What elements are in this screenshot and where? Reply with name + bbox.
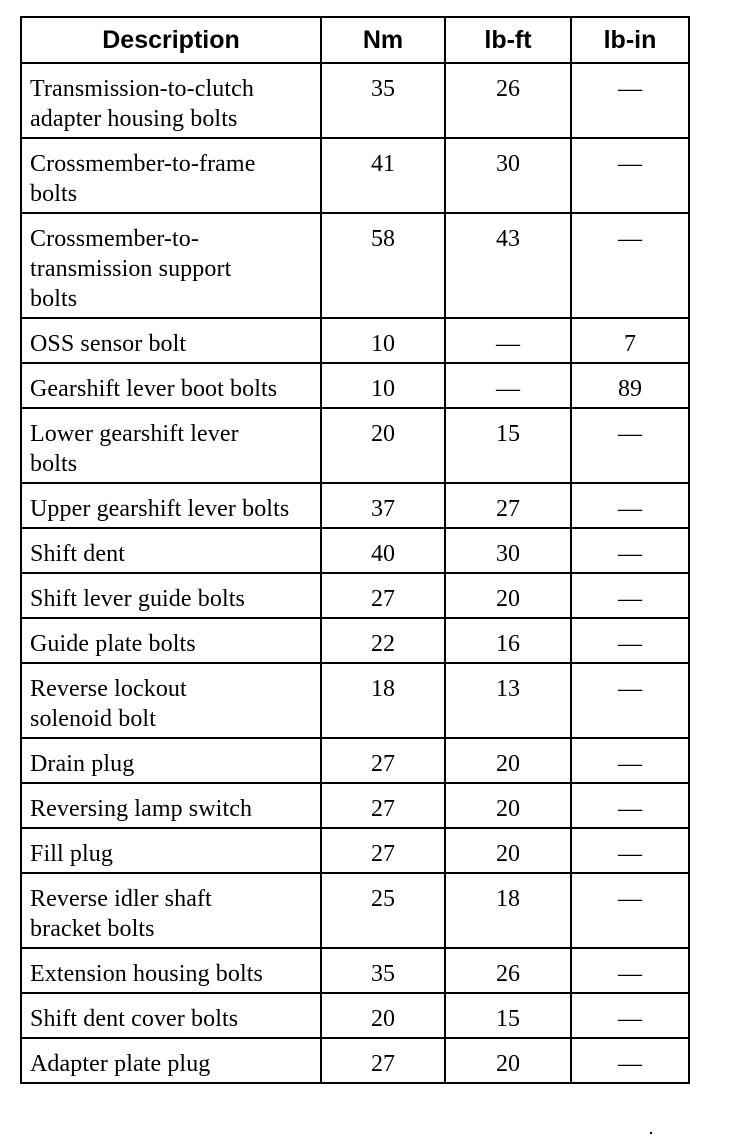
cell-lbft: 20 — [445, 573, 571, 618]
header-row — [21, 17, 689, 63]
table-row — [21, 63, 689, 138]
cell-nm: 20 — [321, 993, 445, 1038]
cell-description: Shift lever guide bolts — [21, 573, 321, 618]
table-row — [21, 873, 689, 948]
cell-lbin: — — [571, 1038, 689, 1083]
cell-description: Fill plug — [21, 828, 321, 873]
header-nm: Nm — [321, 17, 445, 63]
cell-lbin: — — [571, 528, 689, 573]
cell-lbin: — — [571, 63, 689, 138]
cell-nm: 25 — [321, 873, 445, 948]
table-row — [21, 573, 689, 618]
cell-lbin: — — [571, 828, 689, 873]
table-row — [21, 138, 689, 213]
cell-lbin: — — [571, 663, 689, 738]
cell-lbin: — — [571, 738, 689, 783]
cell-nm: 58 — [321, 213, 445, 318]
cell-description: Adapter plate plug — [21, 1038, 321, 1083]
table-row — [21, 318, 689, 363]
cell-description: Reversing lamp switch — [21, 783, 321, 828]
cell-lbft: 20 — [445, 783, 571, 828]
cell-nm: 10 — [321, 363, 445, 408]
cell-nm: 27 — [321, 1038, 445, 1083]
cell-lbin: — — [571, 573, 689, 618]
cell-lbft: 20 — [445, 828, 571, 873]
cell-lbft: 30 — [445, 138, 571, 213]
cell-nm: 27 — [321, 783, 445, 828]
cell-description: Upper gearshift lever bolts — [21, 483, 321, 528]
cell-description: Lower gearshift lever bolts — [21, 408, 321, 483]
table-row — [21, 213, 689, 318]
cell-nm: 35 — [321, 63, 445, 138]
table-row — [21, 408, 689, 483]
header-lbin: lb-in — [571, 17, 689, 63]
cell-description: Extension housing bolts — [21, 948, 321, 993]
cell-description: Guide plate bolts — [21, 618, 321, 663]
cell-description: OSS sensor bolt — [21, 318, 321, 363]
table-header — [21, 17, 689, 63]
cell-lbft: 15 — [445, 408, 571, 483]
cell-description: Drain plug — [21, 738, 321, 783]
cell-lbft: 16 — [445, 618, 571, 663]
cell-nm: 10 — [321, 318, 445, 363]
cell-lbft: 13 — [445, 663, 571, 738]
cell-description: Reverse lockout solenoid bolt — [21, 663, 321, 738]
table-row — [21, 738, 689, 783]
cell-description: Shift dent cover bolts — [21, 993, 321, 1038]
cell-lbin: — — [571, 483, 689, 528]
cell-lbin: — — [571, 138, 689, 213]
cell-lbin: — — [571, 213, 689, 318]
cell-lbft: — — [445, 318, 571, 363]
table-row — [21, 783, 689, 828]
torque-spec-table — [20, 16, 690, 1084]
table-row — [21, 948, 689, 993]
cell-nm: 18 — [321, 663, 445, 738]
cell-lbft: 15 — [445, 993, 571, 1038]
cell-nm: 37 — [321, 483, 445, 528]
table-row — [21, 363, 689, 408]
cell-lbft: — — [445, 363, 571, 408]
cell-lbin: — — [571, 948, 689, 993]
cell-description: Crossmember-to-transmission support bolts — [21, 213, 321, 318]
cell-nm: 27 — [321, 828, 445, 873]
cell-nm: 27 — [321, 738, 445, 783]
table-row — [21, 1038, 689, 1083]
cell-description: Crossmember-to-frame bolts — [21, 138, 321, 213]
header-description: Description — [21, 17, 321, 63]
cell-nm: 35 — [321, 948, 445, 993]
cell-lbft: 27 — [445, 483, 571, 528]
header-lbft: lb-ft — [445, 17, 571, 63]
cell-lbin: — — [571, 783, 689, 828]
table-row — [21, 828, 689, 873]
cell-lbft: 26 — [445, 948, 571, 993]
cell-nm: 41 — [321, 138, 445, 213]
cell-lbin: — — [571, 408, 689, 483]
table-row — [21, 663, 689, 738]
cell-nm: 22 — [321, 618, 445, 663]
cell-lbft: 30 — [445, 528, 571, 573]
cell-lbin: — — [571, 993, 689, 1038]
cell-lbft: 20 — [445, 1038, 571, 1083]
cell-lbft: 26 — [445, 63, 571, 138]
cell-nm: 27 — [321, 573, 445, 618]
cell-description: Transmission-to-clutch adapter housing bolts — [21, 63, 321, 138]
cell-lbin: 7 — [571, 318, 689, 363]
cell-description: Shift dent — [21, 528, 321, 573]
cell-lbft: 20 — [445, 738, 571, 783]
cell-description: Gearshift lever boot bolts — [21, 363, 321, 408]
cell-description: Reverse idler shaft bracket bolts — [21, 873, 321, 948]
table-body — [21, 63, 689, 1083]
cell-lbft: 43 — [445, 213, 571, 318]
table-row — [21, 618, 689, 663]
cell-nm: 20 — [321, 408, 445, 483]
cell-lbin: — — [571, 873, 689, 948]
table-row — [21, 483, 689, 528]
cell-lbft: 18 — [445, 873, 571, 948]
table-row — [21, 528, 689, 573]
cell-lbin: — — [571, 618, 689, 663]
scan-speck — [650, 1132, 652, 1134]
table-row — [21, 993, 689, 1038]
cell-nm: 40 — [321, 528, 445, 573]
cell-lbin: 89 — [571, 363, 689, 408]
